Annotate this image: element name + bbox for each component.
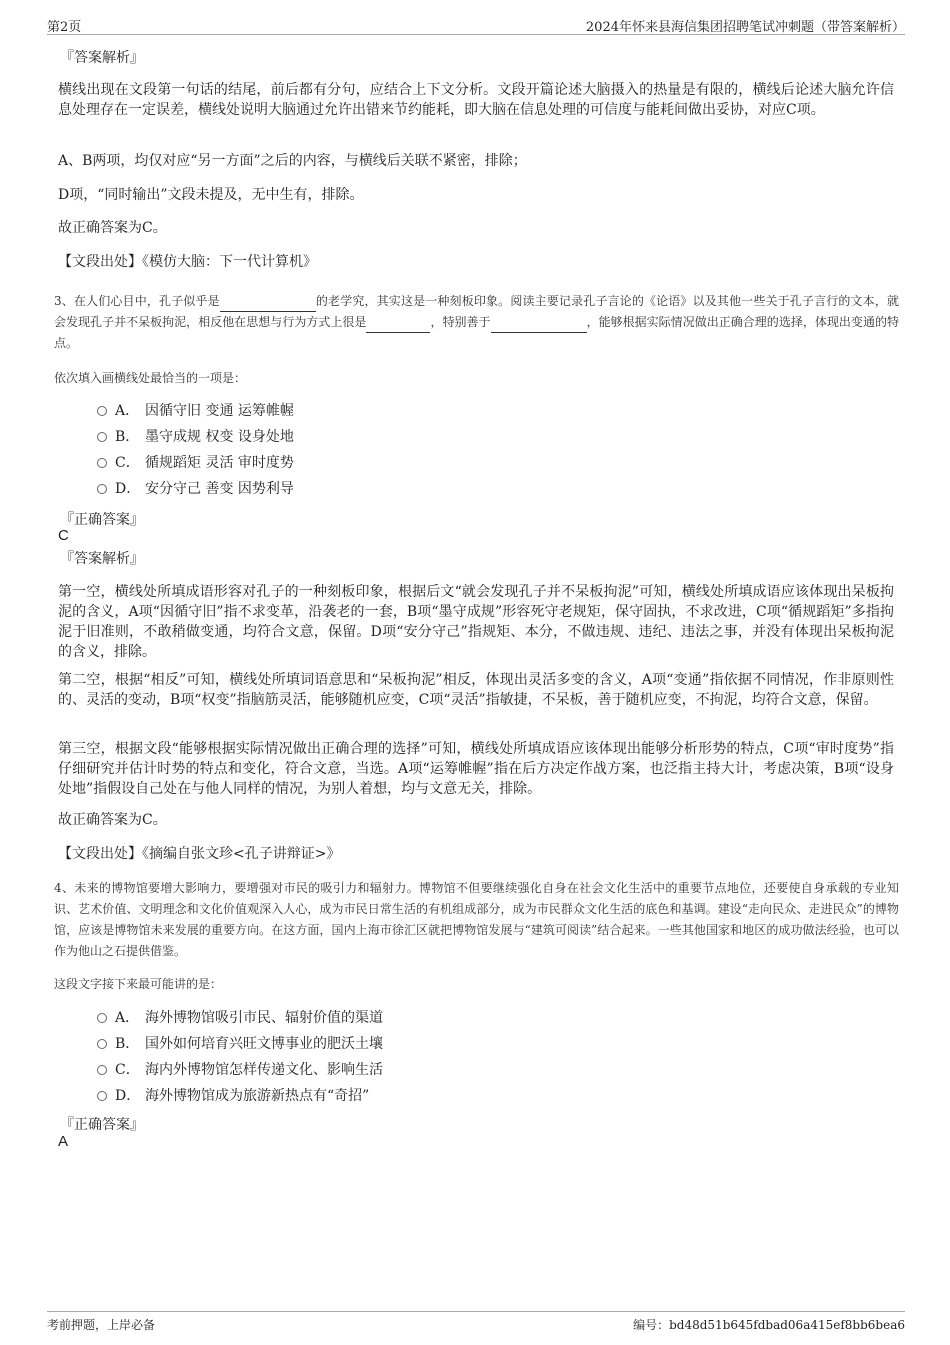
- question-4-stem: 4、未来的博物馆要增大影响力，要增强对市民的吸引力和辐射力。博物馆不但要继续强化自身在社会文化生活中的重要节点地位，还要使自身承载的专业知识、艺术价值、文明理念和文化价值观深入人心，成为市民日常生活的有机组成部分，成为市民群众文化生活的底色和基调。建设“走向民众、走进民众”的博物馆，应该是博物馆未来发展的重要方向。在这方面，国内上海市徐汇区就把博物馆发展与“建筑可阅读”结合起来。一些其他国家和地区的成功做法经验，也可以作为他山之石提供借鉴。: [54, 881, 899, 958]
- blank-line: [491, 320, 587, 333]
- option-a[interactable]: A． 海外博物馆吸引市民、辐射价值的渠道: [97, 1008, 383, 1028]
- analysis-paragraph: 第一空，横线处所填成语形容对孔子的一种刻板印象，根据后文“就会发现孔子并不呆板拘泥”可知，横线处所填成语应该体现出呆板拘泥的含义，A项“因循守旧”指不求变革，沿袭老的一套，B项“墨守成规”形容死守老规矩，保守固执，不求改进，C项“循规蹈矩”多指拘泥于旧准则，不敢稍做变通，均符合文意，保留。D项“安分守己”指规矩、本分，不做违规、违纪、违法之事，并没有体现出呆板拘泥的含义，排除。: [58, 584, 894, 660]
- radio-icon[interactable]: [97, 484, 107, 494]
- analysis-paragraph: D项，“同时输出”文段未提及，无中生有，排除。: [58, 187, 364, 203]
- source-citation: 【文段出处】《模仿大脑：下一代计算机》: [58, 254, 317, 270]
- question-3-stem: 3、在人们心目中，孔子似乎是 的老学究，其实这是一种刻板印象。阅读主要记录孔子言论的《论语》以及其他一些关于孔子言行的文本，就会发现孔子并不呆板拘泥，相反他在思想与行为方式上很是 ，特别善于 ，能够根据实际情况做出正确合理的选择，体现出变通的特点。: [54, 294, 899, 350]
- question-prompt: 依次填入画横线处最恰当的一项是：: [54, 371, 247, 385]
- option-b[interactable]: B． 墨守成规 权变 设身处地: [97, 427, 294, 447]
- correct-answer: C: [58, 527, 69, 544]
- radio-icon[interactable]: [97, 458, 107, 468]
- analysis-paragraph: 第二空，根据“相反”可知，横线处所填词语意思和“呆板拘泥”相反，体现出灵活多变的含义，A项“变通”指依据不同情况，作非原则性的、灵活的变动，B项“权变”指脑筋灵活，能够随机应变，C项“灵活”指敏捷，不呆板，善于随机应变，不拘泥，均符合文意，保留。: [58, 672, 894, 708]
- radio-icon[interactable]: [97, 1039, 107, 1049]
- footer-slogan: 考前押题，上岸必备: [47, 1318, 156, 1332]
- correct-answer: A: [58, 1133, 69, 1150]
- source-citation: 【文段出处】《摘编自张文珍<孔子讲辩证>》: [58, 846, 341, 862]
- page-header: [47, 14, 905, 35]
- document-id: 编号：bd48d51b645fdbad06a415ef8bb6bea6: [633, 1318, 905, 1332]
- analysis-paragraph: A、B两项，均仅对应“另一方面”之后的内容，与横线后关联不紧密，排除；: [58, 153, 527, 169]
- blank-line: [366, 320, 430, 333]
- question-prompt: 这段文字接下来最可能讲的是：: [54, 977, 223, 991]
- radio-icon[interactable]: [97, 1013, 107, 1023]
- radio-icon[interactable]: [97, 1091, 107, 1101]
- analysis-paragraph: 第三空，根据文段“能够根据实际情况做出正确合理的选择”可知，横线处所填成语应该体现出能够分析形势的特点，C项“审时度势”指仔细研究并估计时势的特点和变化，符合文意，当选。A项“运筹帷幄”指在后方决定作战方案，也泛指主持大计，考虑决策，B项“设身处地”指假设自己处在与他人同样的情况，为别人着想，均与文意无关，排除。: [58, 741, 894, 797]
- radio-icon[interactable]: [97, 406, 107, 416]
- analysis-paragraph: 横线出现在文段第一句话的结尾，前后都有分句，应结合上下文分析。文段开篇论述大脑摄入的热量是有限的，横线后论述大脑允许信息处理存在一定误差，横线处说明大脑通过允许出错来节约能耗，即大脑在信息处理的可信度与能耗间做出妥协，对应C项。: [58, 82, 894, 118]
- blank-line: [220, 299, 316, 312]
- radio-icon[interactable]: [97, 432, 107, 442]
- option-d[interactable]: D． 海外博物馆成为旅游新热点有“奇招”: [97, 1086, 369, 1106]
- page-footer: [47, 1311, 905, 1332]
- option-c[interactable]: C． 循规蹈矩 灵活 审时度势: [97, 453, 294, 473]
- page-number: 第2页: [47, 20, 82, 35]
- analysis-paragraph: 故正确答案为C。: [58, 220, 167, 236]
- analysis-label: 『答案解析』: [60, 50, 144, 66]
- analysis-label: 『答案解析』: [60, 551, 144, 567]
- document-title: 2024年怀来县海信集团招聘笔试冲刺题（带答案解析）: [585, 20, 905, 35]
- option-a[interactable]: A． 因循守旧 变通 运筹帷幄: [97, 401, 294, 421]
- analysis-paragraph: 故正确答案为C。: [58, 812, 167, 828]
- radio-icon[interactable]: [97, 1065, 107, 1075]
- option-c[interactable]: C． 海内外博物馆怎样传递文化、影响生活: [97, 1060, 383, 1080]
- correct-answer-label: 『正确答案』: [60, 512, 144, 528]
- option-d[interactable]: D． 安分守己 善变 因势利导: [97, 479, 294, 499]
- option-b[interactable]: B． 国外如何培育兴旺文博事业的肥沃土壤: [97, 1034, 383, 1054]
- correct-answer-label: 『正确答案』: [60, 1117, 144, 1133]
